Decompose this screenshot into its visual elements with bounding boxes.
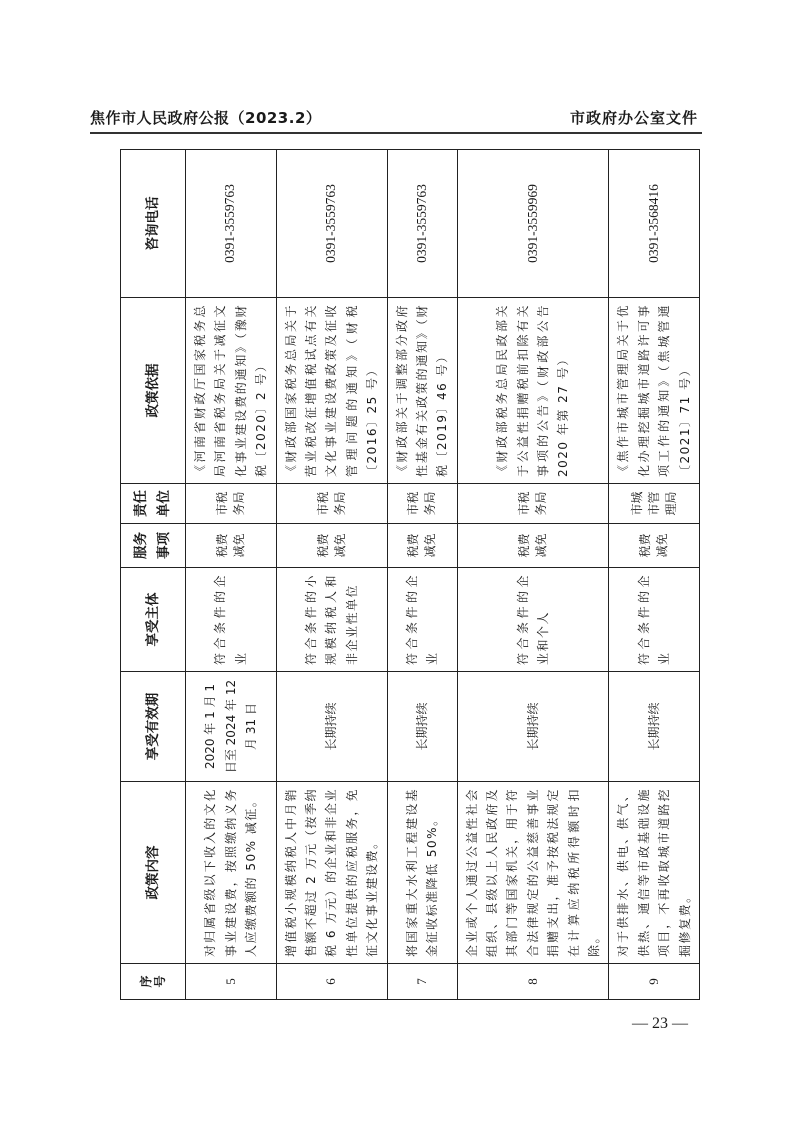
- row-basis: 《河南省财政厅国家税务总局河南省税务局关于减征文化事业建设费的通知》（豫财税〔2020〕2 号）: [186, 298, 277, 484]
- col-header-basis: 政策依据: [121, 298, 186, 484]
- row-unit: 市城市管理局: [609, 484, 700, 524]
- row-subject: 符合条件的企业和个人: [457, 568, 609, 672]
- header-divider: [90, 132, 702, 134]
- row-period: 长期持续: [276, 672, 387, 782]
- table-row: [457, 150, 609, 1000]
- table-row: [609, 150, 700, 1000]
- row-phone: 0391-3559763: [387, 150, 457, 298]
- table-header-row: [121, 150, 186, 1000]
- row-seq: 9: [609, 964, 700, 1000]
- row-service: 税费减免: [609, 524, 700, 568]
- col-header-seq: 序号: [121, 964, 186, 1000]
- section-title: 市政府办公室文件: [569, 109, 698, 127]
- row-basis: 《财政部国家税务总局关于营业税改征增值税试点有关文化事业建设费政策及征收管理问题的通知》（财税〔2016〕25 号）: [276, 298, 387, 484]
- row-service: 税费减免: [186, 524, 277, 568]
- row-basis: 《焦作市城市管理局关于优化办理挖掘城市道路许可事项工作的通知》（焦城管通〔2021〕71 号）: [609, 298, 700, 484]
- row-seq: 6: [276, 964, 387, 1000]
- row-subject: 符合条件的企业: [609, 568, 700, 672]
- col-header-service: 服务事项: [121, 524, 186, 568]
- table-row: [276, 150, 387, 1000]
- row-unit: 市税务局: [457, 484, 609, 524]
- row-content: 对于供排水、供电、供气、供热、通信等市政基础设施项目，不再收取城市道路挖掘修复费。: [609, 782, 700, 964]
- row-phone: 0391-3568416: [609, 150, 700, 298]
- row-content: 增值税小规模纳税人中月销售额不超过 2 万元（按季纳税 6 万元）的企业和非企业性单位提供的应税服务，免征文化事业建设费。: [276, 782, 387, 964]
- table-row: [186, 150, 277, 1000]
- row-content: 对归属省级以下收入的文化事业建设费，按照缴纳义务人应缴费额的 50% 减征。: [186, 782, 277, 964]
- row-period: 长期持续: [457, 672, 609, 782]
- col-header-content: 政策内容: [121, 782, 186, 964]
- policy-table: [120, 149, 700, 1000]
- journal-title: 焦作市人民政府公报（2023.2）: [90, 109, 322, 127]
- row-service: 税费减免: [457, 524, 609, 568]
- page-number: — 23 —: [632, 1015, 688, 1032]
- col-header-subject: 享受主体: [121, 568, 186, 672]
- row-phone: 0391-3559969: [457, 150, 609, 298]
- row-subject: 符合条件的企业: [387, 568, 457, 672]
- row-subject: 符合条件的企业: [186, 568, 277, 672]
- row-unit: 市税务局: [186, 484, 277, 524]
- row-phone: 0391-3559763: [186, 150, 277, 298]
- row-period: 长期持续: [387, 672, 457, 782]
- row-service: 税费减免: [276, 524, 387, 568]
- row-seq: 5: [186, 964, 277, 1000]
- row-service: 税费减免: [387, 524, 457, 568]
- row-seq: 7: [387, 964, 457, 1000]
- col-header-period: 享受有效期: [121, 672, 186, 782]
- row-basis: 《财政部税务总局民政部关于公益性捐赠税前扣除有关事项的公告》（财政部公告 2020 年第 27 号）: [457, 298, 609, 484]
- row-content: 将国家重大水利工程建设基金征收标准降低 50%。: [387, 782, 457, 964]
- row-seq: 8: [457, 964, 609, 1000]
- rotated-table-wrapper: [120, 150, 692, 1000]
- row-period: 2020 年 1 月 1 日至 2024 年 12 月 31 日: [186, 672, 277, 782]
- row-unit: 市税务局: [276, 484, 387, 524]
- row-phone: 0391-3559763: [276, 150, 387, 298]
- table-row: [387, 150, 457, 1000]
- row-basis: 《财政部关于调整部分政府性基金有关政策的通知》（财税〔2019〕46 号）: [387, 298, 457, 484]
- col-header-phone: 咨询电话: [121, 150, 186, 298]
- row-period: 长期持续: [609, 672, 700, 782]
- row-unit: 市税务局: [387, 484, 457, 524]
- row-content: 企业或个人通过公益性社会组织、县级以上人民政府及其部门等国家机关，用于符合法律规定的公益慈善事业捐赠支出，准予按税法规定在计算应纳税所得额时扣除。: [457, 782, 609, 964]
- col-header-unit: 责任单位: [121, 484, 186, 524]
- row-subject: 符合条件的小规模纳税人和非企业性单位: [276, 568, 387, 672]
